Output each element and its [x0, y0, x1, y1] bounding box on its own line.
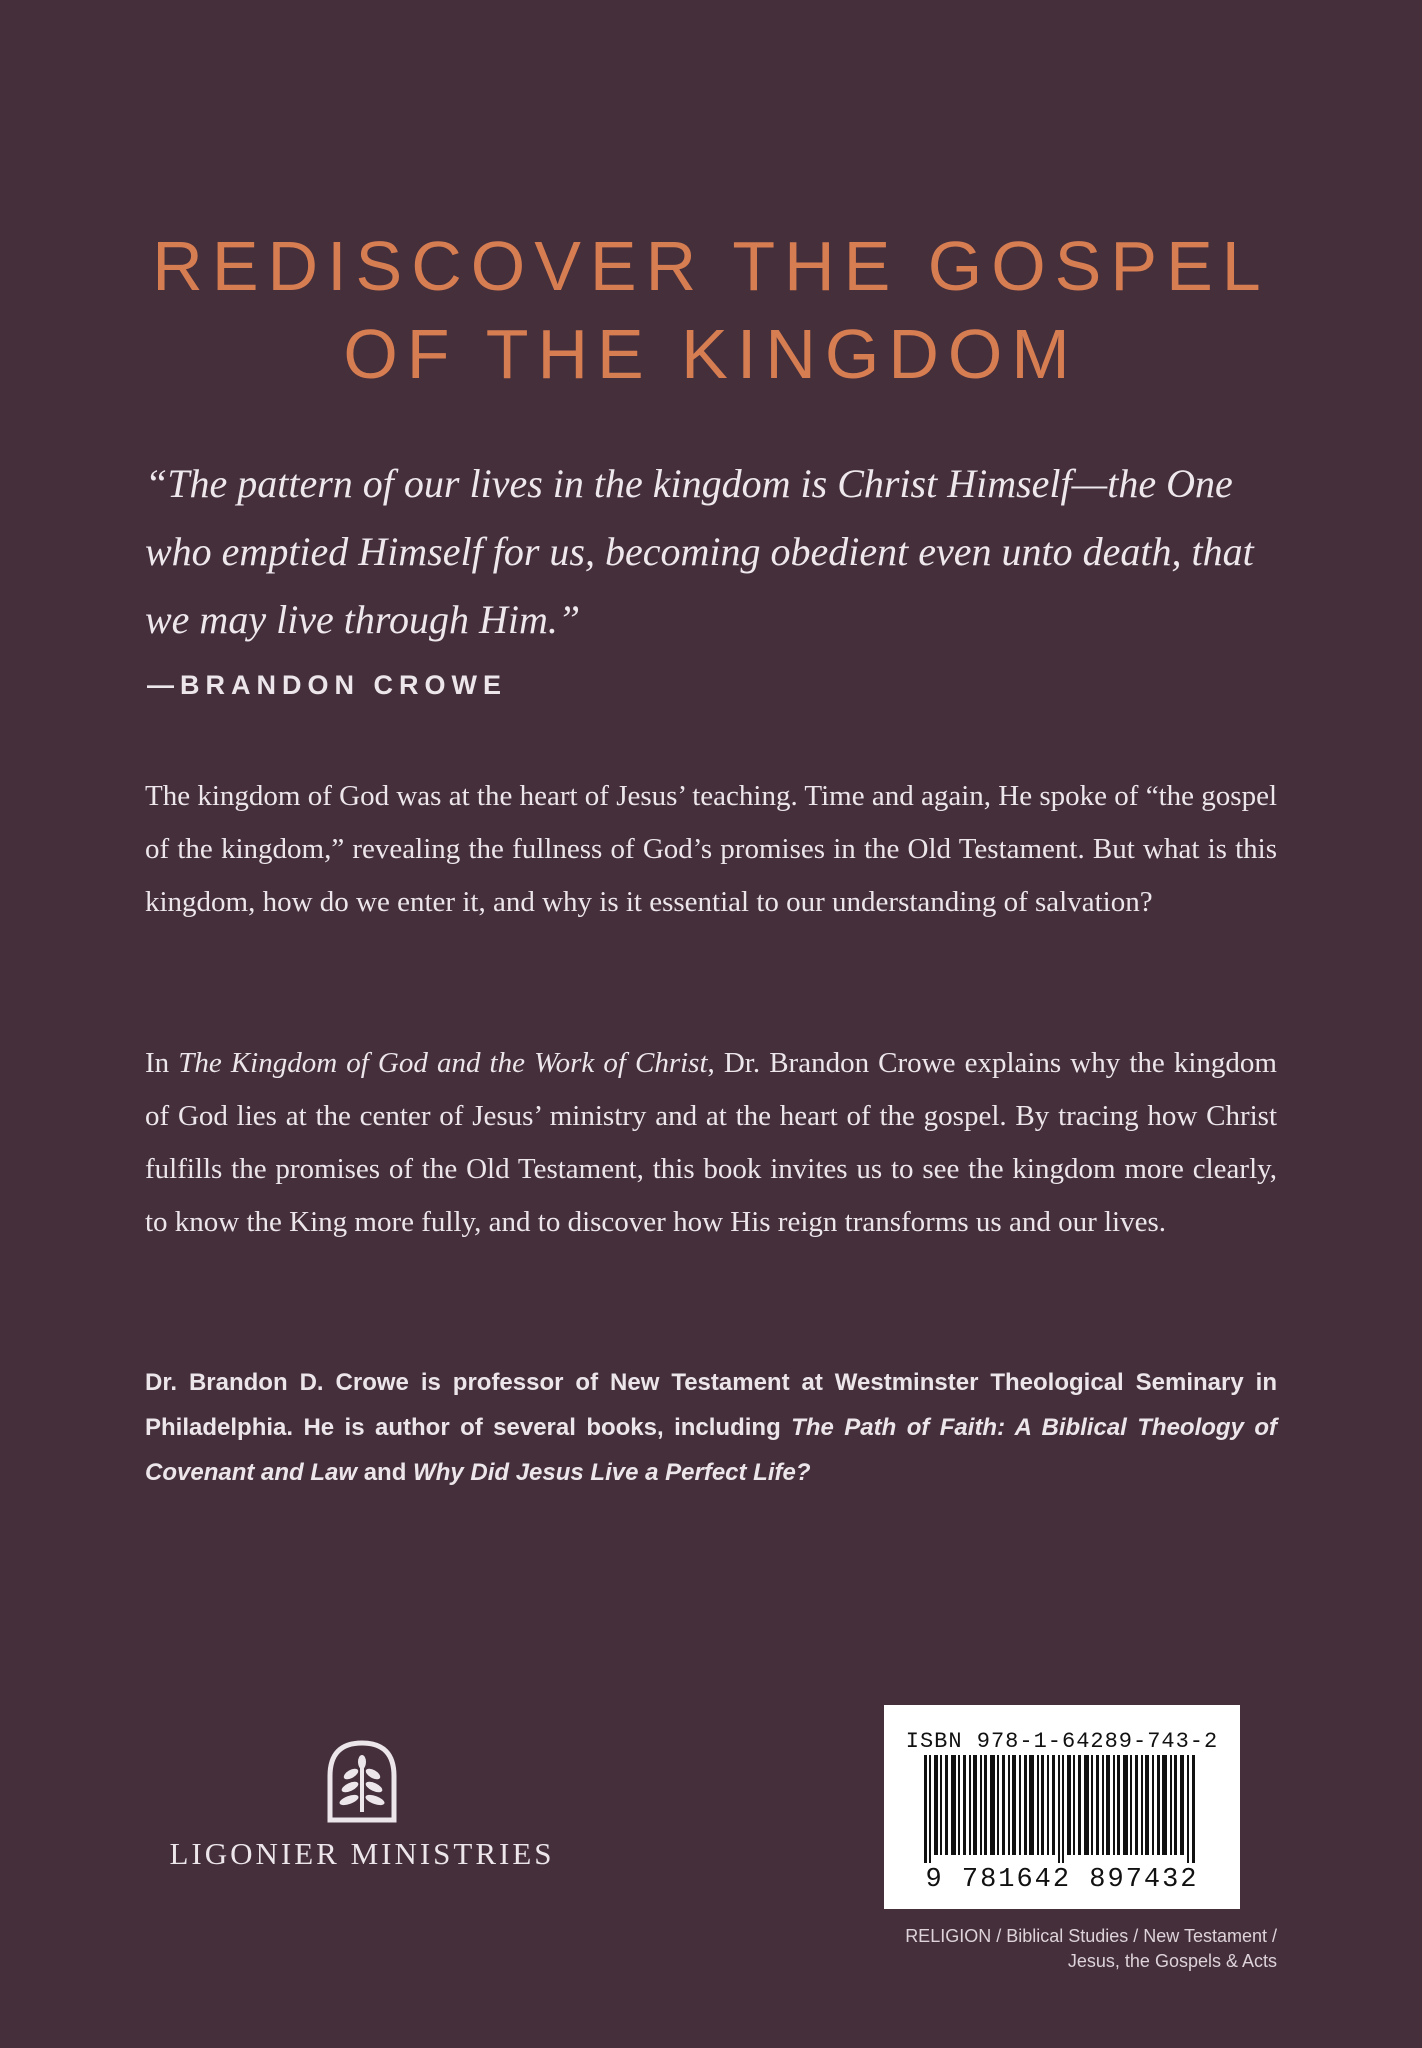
paragraph-2-prefix: In [145, 1047, 179, 1079]
bio-book-2: Why Did Jesus Live a Perfect Life? [413, 1459, 811, 1486]
book-title-reference: The Kingdom of God and the Work of Christ [178, 1047, 708, 1079]
publisher-name: LIGONIER MINISTRIES [169, 1836, 555, 1871]
pull-quote: “The pattern of our lives in the kingdom is Christ Himself—the One who emptied Himself for us, becoming obedient even unto death, that we may live through Him.” [145, 461, 1254, 642]
barcode-box [884, 1705, 1240, 1909]
tree-in-arch-icon [322, 1740, 402, 1824]
category-line-1: RELIGION / Biblical Studies / New Testament / [905, 1926, 1277, 1946]
bio-text-2: and [357, 1459, 414, 1486]
author-bio [145, 1360, 1277, 1495]
description-paragraph-1: The kingdom of God was at the heart of Jesus’ teaching. Time and again, He spoke of “the gospel of the kingdom,” revealing the fullness of God’s promises in the Old Testament. But what is this kingdom, how do we enter it, and why is it essential to our understanding of salvation? [145, 780, 1277, 918]
barcode-digits: 9 781642 897432 [925, 1865, 1199, 1895]
paragraph-2-body: , Dr. Brandon Crowe explains why the kingdom of God lies at the center of Jesus’ ministry and at the heart of the gospel. By tracing how Christ fulfills the promises of the Old Testament, this book invites us to see the kingdom more clearly, to know the King more fully, and to discover how His reign transforms us and our lives. [145, 1047, 1277, 1238]
headline-line-2: OF THE KINGDOM [343, 315, 1079, 393]
barcode-icon [924, 1755, 1200, 1863]
headline-line-1: REDISCOVER THE GOSPEL [152, 227, 1270, 305]
category-line-2: Jesus, the Gospels & Acts [1067, 1951, 1277, 1971]
publisher-logo [142, 1740, 582, 1880]
bio-book-1: The Path of Faith: A Biblical Theology of Covenant and Law [145, 1414, 1278, 1486]
isbn-label: ISBN 978-1-64289-743-2 [905, 1729, 1219, 1754]
description-paragraph-2 [145, 1037, 1277, 1249]
bisac-category [760, 1924, 1277, 1974]
quote-attribution: —BRANDON CROWE [147, 670, 507, 700]
headline [0, 222, 1422, 398]
bio-text-1: Dr. Brandon D. Crowe is professor of New Testament at Westminster Theological Seminary in Philadelphia. He is author of several books, including [145, 1369, 1277, 1441]
